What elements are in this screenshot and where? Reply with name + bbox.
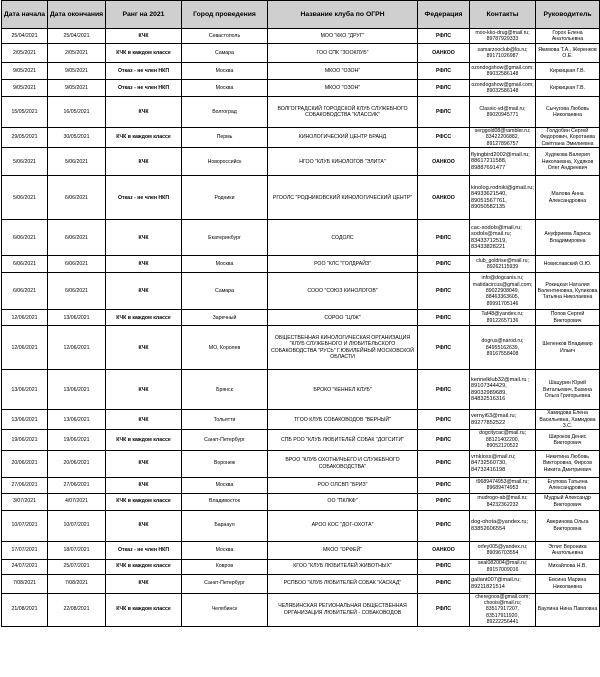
cell-club-name: СОРОО "ЦЛЖ" [268,310,418,326]
cell-club-name: КГОО "КЛУБ ЛЮБИТЕЛЕЙ ЖИВОТНЫХ" [268,559,418,574]
cell-end-date: 6/06/2021 [48,220,106,256]
header-club-name: Название клуба по ОГРН [268,1,418,29]
cell-federation: ОАНКОО [418,44,470,63]
cell-rank: КЧК [106,97,182,128]
cell-rank: КЧК [106,220,182,256]
cell-start-date: 10/07/2021 [2,510,48,541]
table-row [2,326,600,370]
cell-club-name: НГОО "КЛУБ КИНОЛОГОВ "ЭЛИТА" [268,148,418,176]
cell-city: Санкт-Петербург [182,574,268,593]
table-row [2,310,600,326]
cell-head: Хамидова Елена Васильевна, Хамидова З.С. [536,410,600,430]
cell-rank: Отказ - не член НКП [106,63,182,80]
cell-club-name: КИНОЛОГИЧЕСКИЙ ЦЕНТР БРАНД [268,128,418,148]
cell-start-date: 24/07/2021 [2,559,48,574]
table-row [2,97,600,128]
cell-federation: РФЛС [418,97,470,128]
cell-city: Тольятти [182,410,268,430]
cell-end-date: 18/07/2021 [48,541,106,559]
cell-club-name: РОО ОЛСВП "БРИЗ" [268,477,418,493]
cell-start-date: 6/06/2021 [2,273,48,310]
header-row [2,1,600,29]
cell-end-date: 16/05/2021 [48,97,106,128]
cell-city: Самара [182,44,268,63]
cell-start-date: 7/08/2021 [2,574,48,593]
cell-rank: КЧК [106,273,182,310]
cell-contacts: moo-kko-drug@mail.ru; 89787929333 [470,29,536,44]
cell-end-date: 27/06/2021 [48,477,106,493]
cell-federation: РФЛС [418,220,470,256]
table-body [2,29,600,627]
cell-end-date: 10/07/2021 [48,510,106,541]
cell-federation: РФЛС [418,256,470,273]
cell-head: Шеленков Владимир Ильич [536,326,600,370]
cell-federation: РФЛС [418,450,470,477]
cell-contacts: kennelklub32@mail.ru ; 89107344429, 89032989689, 84832516316 [470,370,536,410]
cell-club-name: ОБЩЕСТВЕННАЯ КИНОЛОГИЧЕСКАЯ ОРГАНИЗАЦИЯ "КЛУБ СЛУЖЕБНОГО И ЛЮБИТЕЛЬСКОГО СОБАКОВОДСТВА "РУСЬ" Г.ЮБИЛЕЙНЫЙ МОСКОВСКОЙ ОБЛАСТИ [268,326,418,370]
cell-federation: РФЛС [418,559,470,574]
table-row [2,273,600,310]
cell-contacts: orfey005@yandex.ru; 89096703554 [470,541,536,559]
cell-rank: КЧК [106,477,182,493]
cell-club-name: МКОО "ОЗОН" [268,80,418,97]
table-row [2,220,600,256]
cell-start-date: 21/08/2021 [2,593,48,626]
cell-city: Ковров [182,559,268,574]
cell-end-date: 9/05/2021 [48,80,106,97]
cell-rank: КЧК в каждом классе [106,430,182,450]
cell-contacts: cheregoos@gmail.com; choois@mail.ru; 83517917207, 83517911920, 89222256441 [470,593,536,626]
cell-federation: РФЛС [418,310,470,326]
cell-contacts: Taf48@yandex.ru; 89122657136 [470,310,536,326]
table-row [2,128,600,148]
cell-start-date: 17/07/2021 [2,541,48,559]
header-contacts: Контакты [470,1,536,29]
cell-head: Мудрый Александр Викторович [536,493,600,510]
cell-head: Якимова Т.А., Жеренков О.Е. [536,44,600,63]
cell-start-date: 2/05/2021 [2,44,48,63]
cell-rank: Отказ - не член НКП [106,176,182,220]
cell-federation: РФЛС [418,273,470,310]
cell-contacts: kinolog.rodniki@gmail.ru; 84933621540, 89051567761, 89050582135 [470,176,536,220]
cell-rank: КЧК в каждом классе [106,310,182,326]
table-row [2,256,600,273]
cell-rank: КЧК в каждом классе [106,593,182,626]
cell-start-date: 19/06/2021 [2,430,48,450]
cell-start-date: 9/05/2021 [2,63,48,80]
cell-federation: РФЛС [418,593,470,626]
cell-head: Евсина Марина Николаевна [536,574,600,593]
cell-club-name: РГООЛС "РОДНИКОВСКИЙ КИНОЛОГИЧЕСКИЙ ЦЕНТР" [268,176,418,220]
cell-federation: ОАНКОО [418,541,470,559]
cell-start-date: 12/06/2021 [2,310,48,326]
cell-head: Егупова Татьяна Александровна [536,477,600,493]
cell-head: Сычугова Любовь Николаевна [536,97,600,128]
table-row [2,430,600,450]
header-city: Город проведения [182,1,268,29]
cell-city: Новороссийск [182,148,268,176]
table-row [2,80,600,97]
table-row [2,477,600,493]
cell-end-date: 13/06/2021 [48,410,106,430]
cell-end-date: 12/06/2021 [48,326,106,370]
cell-start-date: 6/06/2021 [2,220,48,256]
cell-start-date: 12/06/2021 [2,326,48,370]
cell-start-date: 6/06/2021 [2,256,48,273]
cell-federation: РФЛС [418,574,470,593]
cell-end-date: 22/08/2021 [48,593,106,626]
header-rank: Ранг на 2021 [106,1,182,29]
cell-club-name: СПБ РОО "КЛУБ ЛЮБИТЕЛЕЙ СОБАК "ДОГСИТИ" [268,430,418,450]
cell-head: Худякова Валерия Николаевна, Худяков Олег Андреевич [536,148,600,176]
cell-city: Барнаул [182,510,268,541]
cell-head: Малова Анна Александровна [536,176,600,220]
cell-rank: КЧК [106,29,182,44]
cell-city: Севастополь [182,29,268,44]
cell-city: МО, Королев [182,326,268,370]
cell-start-date: 5/06/2021 [2,176,48,220]
table-row [2,450,600,477]
cell-federation: РФЛС [418,63,470,80]
header-head: Руководитель [536,1,600,29]
cell-start-date: 29/05/2021 [2,128,48,148]
cell-rank: КЧК [106,256,182,273]
cell-contacts: cac-sodols@mail.ru; sodols@mail.ru; 83433712519, 83433828221 [470,220,536,256]
cell-start-date: 15/05/2021 [2,97,48,128]
cell-head: Ануфриева Лариса Владимировна [536,220,600,256]
cell-city: Москва [182,63,268,80]
cell-start-date: 5/06/2021 [2,148,48,176]
cell-federation: РФСС [418,128,470,148]
cell-rank: КЧК в каждом классе [106,128,182,148]
table-row [2,63,600,80]
table-row [2,559,600,574]
cell-federation: РФЛС [418,477,470,493]
header-end-date: Дата окончания [48,1,106,29]
cell-rank: КЧК в каждом классе [106,559,182,574]
cell-head: Киркицкая Г.В. [536,80,600,97]
cell-rank: Отказ - не член НКП [106,80,182,97]
cell-head: Широков Денис Викторович [536,430,600,450]
cell-contacts: vrnkioss@mail.ru; 84732560730, 84732416198 [470,450,536,477]
table-row [2,541,600,559]
cell-federation: ОАНКОО [418,176,470,220]
cell-federation: РФЛС [418,410,470,430]
cell-club-name: РОО "КЛС "ГОЛДРАЙЗ" [268,256,418,273]
cell-federation: РФЛС [418,370,470,410]
cell-city: Челябинск [182,593,268,626]
header-federation: Федерация [418,1,470,29]
cell-club-name: МКОО "ОЗОН" [268,63,418,80]
cell-contacts: dogrus@narod.ru; 84955162639, 89167558408 [470,326,536,370]
cell-rank: Отказ - не член НКП [106,541,182,559]
cell-start-date: 27/06/2021 [2,477,48,493]
cell-city: Брянск [182,370,268,410]
cell-start-date: 13/06/2021 [2,410,48,430]
cell-city: Санкт-Петербург [182,430,268,450]
cell-rank: КЧК [106,574,182,593]
cell-city: Москва [182,80,268,97]
cell-club-name: ТГОО КЛУБ СОБАКОВОДОВ "ВЕРНЫЙ" [268,410,418,430]
cell-end-date: 6/06/2021 [48,176,106,220]
cell-head: Голдобин Сергей Федорович, Коротаева Светлана Эмилиевна [536,128,600,148]
cell-end-date: 6/06/2021 [48,256,106,273]
cell-city: Москва [182,477,268,493]
cell-city: Самара [182,273,268,310]
cell-contacts: Classic-vd@mail.ru; 89020945771 [470,97,536,128]
cell-end-date: 13/06/2021 [48,310,106,326]
cell-end-date: 2/05/2021 [48,44,106,63]
cell-rank: КЧК [106,410,182,430]
cell-federation: РФЛС [418,80,470,97]
cell-start-date: 25/04/2021 [2,29,48,44]
cell-contacts: seal082004@mail.ru; 89157009016 [470,559,536,574]
cell-end-date: 19/06/2021 [48,430,106,450]
cell-contacts: dogcitycac@mail.ru; 88121402200, 89052120522 [470,430,536,450]
cell-rank: КЧК в каждом классе [106,44,182,63]
table-row [2,44,600,63]
cell-rank: КЧК [106,370,182,410]
cell-contacts: dog-ohota@yandex.ru; 83852606554 [470,510,536,541]
table-row [2,370,600,410]
cell-club-name: МКОО "ОРФЕЙ" [268,541,418,559]
table-row [2,148,600,176]
cell-city: Москва [182,541,268,559]
cell-rank: КЧК [106,510,182,541]
cell-rank: КЧК [106,148,182,176]
cell-rank: КЧК в каждом классе [106,493,182,510]
cell-end-date: 13/06/2021 [48,370,106,410]
table-row [2,29,600,44]
cell-federation: РФЛС [418,326,470,370]
cell-head: Ваулина Нина Павловна [536,593,600,626]
cell-city: Волгоград [182,97,268,128]
cell-end-date: 25/07/2021 [48,559,106,574]
cell-federation: РФЛС [418,29,470,44]
cell-club-name: АРОО КОС "ДОГ-ОХОТА" [268,510,418,541]
cell-club-name: ВОЛГОГРАДСКИЙ ГОРОДСКОЙ КЛУБ СЛУЖЕБНОГО СОБАКОВОДСТВА "КЛАССИК" [268,97,418,128]
cell-club-name: ОО "ПКЛКФ" [268,493,418,510]
cell-federation: РФЛС [418,510,470,541]
cell-club-name: ГОО СПК "ЗООКЛУБ" [268,44,418,63]
table-row [2,176,600,220]
cell-head: Рокицкая Наталия Валентиновна, Куликова Татьяна Николаевна [536,273,600,310]
cell-contacts: gallant007@mail.ru; 89211821514 [470,574,536,593]
cell-city: Владивосток [182,493,268,510]
cell-federation: РФЛС [418,430,470,450]
cell-head: Никитина Любовь Викторовна, Фирсов Никита Дмитриевич [536,450,600,477]
cell-head: Эглит Вероника Анатольевна [536,541,600,559]
cell-city: Воронеж [182,450,268,477]
shows-table [1,0,600,627]
header-start-date: Дата начала [2,1,48,29]
cell-contacts: club_goldrise@mail.ru; 89262115939 [470,256,536,273]
cell-contacts: serggold08@rambler.ru; 83422206882, 89127896757 [470,128,536,148]
cell-end-date: 6/06/2021 [48,273,106,310]
cell-head: Горох Елена Анатольевна [536,29,600,44]
cell-head: Попов Сергей Викторович [536,310,600,326]
cell-club-name: БРОКО "КЕННЕЛ КЛУБ" [268,370,418,410]
cell-federation: РФЛС [418,493,470,510]
cell-contacts: t9689474953@mail.ru; 89689474953 [470,477,536,493]
cell-rank: КЧК [106,326,182,370]
cell-end-date: 25/04/2021 [48,29,106,44]
cell-city: Заречный [182,310,268,326]
cell-club-name: ВРОО "КЛУБ ОХОТНИЧЬЕГО И СЛУЖЕБНОГО СОБАКОВОДСТВА" [268,450,418,477]
cell-club-name: РСПБОО "КЛУБ ЛЮБИТЕЛЕЙ СОБАК "КАСКАД" [268,574,418,593]
cell-head: Аверинова Ольга Викторовна [536,510,600,541]
table-row [2,593,600,626]
cell-start-date: 9/05/2021 [2,80,48,97]
cell-contacts: vernyi63@mail.ru; 89277852522 [470,410,536,430]
table-row [2,493,600,510]
cell-end-date: 5/06/2021 [48,148,106,176]
cell-end-date: 4/07/2021 [48,493,106,510]
cell-start-date: 13/06/2021 [2,370,48,410]
cell-club-name: СОДОЛС [268,220,418,256]
cell-club-name: СООО "СОЮЗ КИНОЛОГОВ" [268,273,418,310]
cell-contacts: ozondogshow@gmail.com; 89032586148 [470,80,536,97]
cell-contacts: info@dogcanis.ru; matidacircus@gmail.com; 89022908049, 88463363605, 89991705146 [470,273,536,310]
cell-club-name: ЧЕЛЯБИНСКАЯ РЕГИОНАЛЬНАЯ ОБЩЕСТВЕННАЯ ОРГАНИЗАЦИЯ ЛЮБИТЕЛЕЙ - СОБАКОВОДОВ [268,593,418,626]
cell-head: Киркицкая Г.В. [536,63,600,80]
cell-federation: ОАНКОО [418,148,470,176]
table-row [2,574,600,593]
cell-contacts: samarzooclub@lis.ru; 89171026987 [470,44,536,63]
cell-start-date: 20/06/2021 [2,450,48,477]
cell-city: Москва [182,256,268,273]
cell-city: Родники [182,176,268,220]
cell-contacts: mudrogo-ab@mail.ru; 84232362232 [470,493,536,510]
cell-city: Пермь [182,128,268,148]
cell-head: Новиславский О.Ю. [536,256,600,273]
cell-city: Екатеринбург [182,220,268,256]
cell-start-date: 3/07/2021 [2,493,48,510]
cell-head: Михайлова Н.В. [536,559,600,574]
table-row [2,410,600,430]
cell-end-date: 7/08/2021 [48,574,106,593]
cell-club-name: МОО "ККО "ДРУГ" [268,29,418,44]
cell-end-date: 20/06/2021 [48,450,106,477]
cell-contacts: flyingbird2002@mail.ru; 88617211588, 89887691477 [470,148,536,176]
cell-rank: КЧК [106,450,182,477]
table-row [2,510,600,541]
cell-end-date: 30/05/2021 [48,128,106,148]
cell-head: Шацурин Юрий Витальевич, Бахина Ольга Григорьевна [536,370,600,410]
cell-contacts: ozondogshow@gmail.com; 89032586148 [470,63,536,80]
cell-end-date: 9/05/2021 [48,63,106,80]
